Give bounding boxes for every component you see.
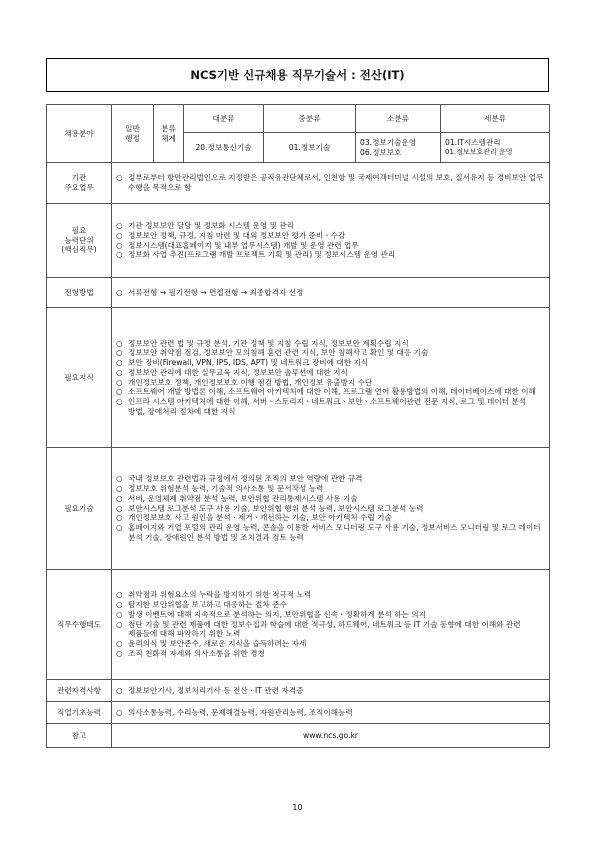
general-admin-label: 일반 행정 — [112, 105, 154, 163]
list-item: ○ 정보보안 정책, 규정, 지침 마련 및 대외 정보보안 평가 준비ㆍ수감 — [116, 231, 545, 241]
basic-ability-label: 직업기초능력 — [47, 702, 112, 724]
list-item: ○ 국내 정보보호 관련법과 규정에서 정의된 조직의 보안 역량에 관한 규격 — [116, 474, 545, 484]
reference-label: 참고 — [47, 724, 112, 748]
attitude-content — [112, 570, 550, 680]
page-title: NCS기반 신규채용 직무기술서 : 전산(IT) — [46, 58, 549, 92]
knowledge-label: 필요지식 — [47, 308, 112, 448]
list-item: ○ 정부로부터 항만관리법인으로 지정받은 공직유관단체로서, 인천항 및 국제여객터미널 시설의 보호, 질서유지 등 경비보안 업무 수행을 목적으로 함 — [116, 173, 545, 192]
list-item: ○ 보안시스템 로그분석 도구 사용 기술, 보안위협 행위 분석 능력, 보안시스템 로그분석 능력 — [116, 504, 545, 514]
list-item: ○ 의사소통능력, 수리능력, 문제해결능력, 자원관리능력, 조직이해능력 — [116, 708, 545, 718]
minor-code: 03.정보기술운영 — [360, 137, 417, 147]
skill-content — [112, 448, 550, 570]
attitude-label: 직무수행태도 — [47, 570, 112, 680]
process-label: 전형방법 — [47, 278, 112, 308]
institution-label: 기관 주요업무 — [47, 163, 112, 204]
list-item: ○ 소프트웨어 개발 방법론 이해, 소프트웨어 아키텍처에 대한 이해, 프로그램 언어 활용방법의 이해, 데이터베이스에 대한 이해 — [116, 387, 545, 397]
list-item: ○ 첨단 기술 및 관련 제품에 대한 정보수집과 학습에 대한 적극성, 하드웨어, 네트워크 등 IT 기술 동향에 대한 이해와 관련 제품들에 대해 파악하기 위한 노력 — [116, 620, 545, 639]
list-item: ○ 보안 장비(Firewall, VPN, IPS, IDS, APT) 및 네트워크 장비에 대한 지식 — [116, 358, 545, 368]
list-item: ○ 서버, 운영체제 취약점 분석 능력, 보안위협 관리통제시스템 사용 기술 — [116, 494, 545, 504]
list-item: ○ 탐지한 보안위협을 보고하고 대응하는 절차 준수 — [116, 600, 545, 610]
list-item: ○ 기관 정보보안 담당 및 정보화 시스템 운영 및 관리 — [116, 221, 545, 231]
detail-code: 01.정보보호관리 운영 — [445, 147, 513, 156]
detail-code: 01.IT시스템관리 — [445, 138, 501, 148]
certificate-content — [112, 680, 550, 702]
list-item: ○ 발생 이벤트에 대해 지속적으로 분석하는 의지, 보안위협을 신속ㆍ정확하게 분석 하는 의지 — [116, 610, 545, 620]
list-item: ○ 취약점과 위험요소의 누락을 방지하기 위한 적극적 노력 — [116, 590, 545, 600]
list-item: ○ 정보화 사업 추진(프로그램 개발 프로젝트 기획 및 관리) 및 정보시스템 운영 관리 — [116, 250, 545, 260]
category-system-label: 분류 체계 — [154, 105, 184, 163]
major-code: 20.정보통신기술 — [184, 133, 264, 163]
field-label: 채용분야 — [47, 105, 112, 163]
list-item: ○ 홈페이지와 기업 포털의 관리 운영 능력, 콘솔을 이용한 서비스 모니터링 도구 사용 기술, 정보서비스 모니터링 및 로그 데이터 분석 기술, 장애원인 분석 방법 및 조치결과 검토 능력 — [116, 523, 545, 542]
middle-code: 01.정보기술 — [264, 133, 356, 163]
list-item: ○ 정보보안 취약점 점검, 정보보안 모의침해 훈련 관련 지식, 보안 침해사고 확인 및 대응 기술 — [116, 348, 545, 358]
ability-label: 필요 능력단위 (핵심직무) — [47, 204, 112, 278]
minor-codes — [356, 133, 441, 163]
detail-codes — [441, 133, 550, 163]
list-item: ○ 정보보안 관리에 대한 실무교육 지식, 정보보안 솔루션에 대한 지식 — [116, 368, 545, 378]
header-major: 대분류 — [184, 105, 264, 133]
skill-label: 필요기술 — [47, 448, 112, 570]
list-item: ○ 정보보호 위험분석 능력, 기술적 의사소통 및 문서작성 능력 — [116, 484, 545, 494]
header-middle: 중분류 — [264, 105, 356, 133]
process-content — [112, 278, 550, 308]
list-item: ○ 인프라 시스템 아키텍처에 대한 이해, 서버ㆍ스토리지ㆍ네트워크ㆍ보안ㆍ소프트웨어관련 전문 지식, 로그 및 데이터 분석 방법, 장애처리 절차에 대한 지식 — [116, 397, 545, 416]
job-description-table — [46, 104, 550, 748]
knowledge-content — [112, 308, 550, 448]
minor-code: 06.정보보호 — [360, 147, 402, 157]
ability-content — [112, 204, 550, 278]
list-item: ○ 정보보안 관련 법 및 규정 분석, 기관 정책 및 지침 수립 지식, 정보보안 계획수립 지식 — [116, 339, 545, 349]
list-item: ○ 윤리의식 및 보안준수, 새로운 지식을 습득하려는 자세 — [116, 639, 545, 649]
list-item: ○ 개인정보보호 정책, 개인정보보호 이행 점검 방법, 개인정보 유출방지 수단 — [116, 378, 545, 388]
institution-content — [112, 163, 550, 204]
certificate-label: 관련자격사항 — [47, 680, 112, 702]
header-minor: 소분류 — [356, 105, 441, 133]
list-item: ○ 정보시스템(대표홈페이지 및 내부 업무시스템) 개발 및 운영 관련 업무 — [116, 241, 545, 251]
list-item: ○ 서류전형 → 필기전형 → 면접전형 → 최종합격자 선정 — [116, 288, 545, 298]
list-item: ○ 개인정보보호 사고 원인을 분석ㆍ제거ㆍ개선하는 기술, 보안 아키텍처 수립 기술 — [116, 513, 545, 523]
header-detail: 세분류 — [441, 105, 550, 133]
basic-ability-content — [112, 702, 550, 724]
reference-link[interactable]: www.ncs.go.kr — [112, 724, 550, 748]
list-item: ○ 조직 친화적 자세와 의사소통을 위한 경청 — [116, 649, 545, 659]
list-item: ○ 정보보안기사, 정보처리기사 등 전산ㆍIT 관련 자격증 — [116, 686, 545, 696]
page-number: 10 — [292, 803, 303, 812]
